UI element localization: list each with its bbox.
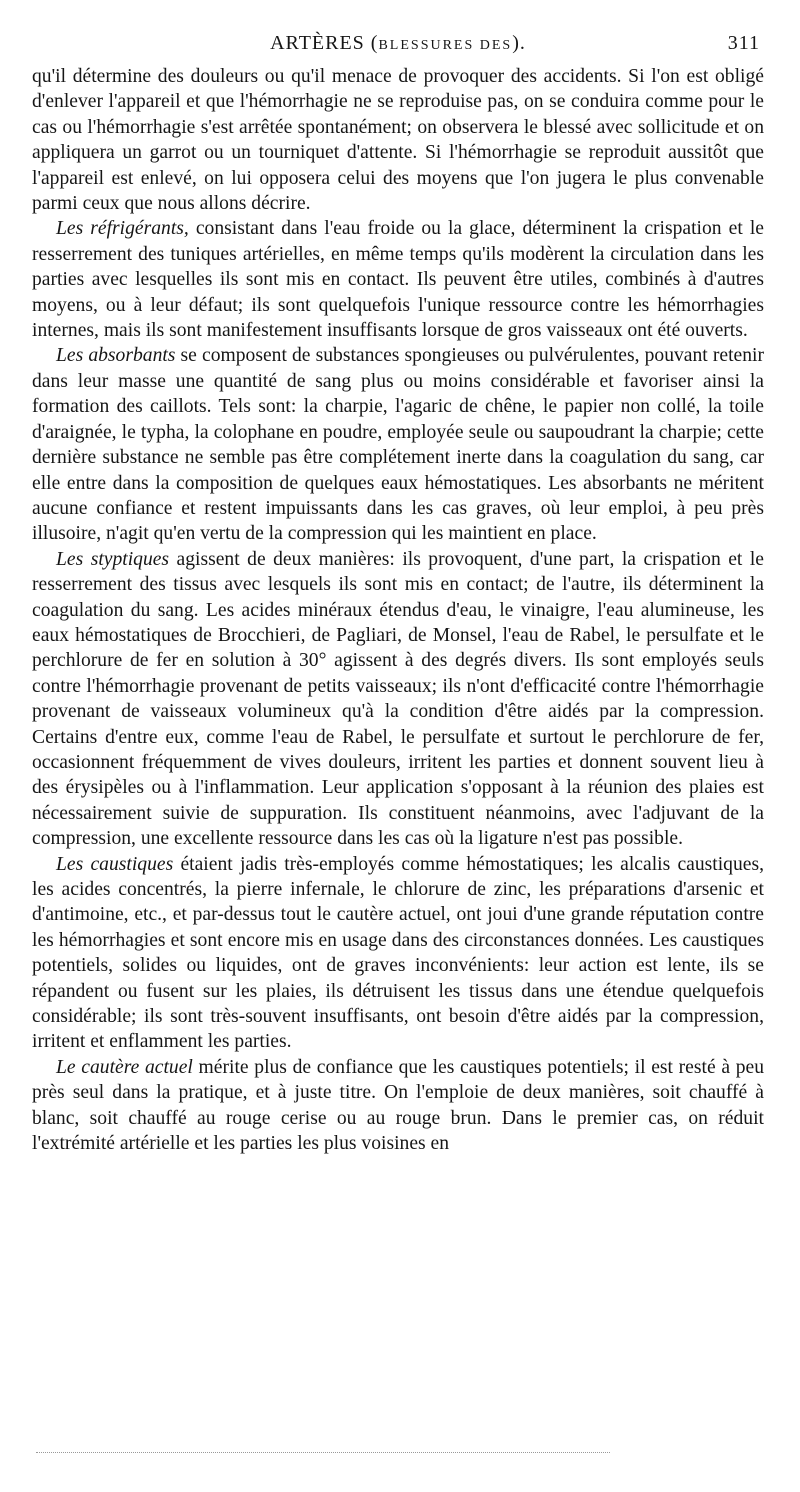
- running-title: ARTÈRES (BLESSURES DES).: [270, 32, 526, 54]
- paragraph: Les caustiques étaient jadis très-employés comme hémostatiques; les alcalis caustiques, les acides concentrés, la pierre infernale, le chlorure de zinc, les préparations d'arsenic et d'antimoine, etc., et par-dessus tout le cautère actuel, ont joui d'une grande réputation contre les hémorrhagies et sont encore mis en usage dans des circonstances données. Les caustiques potentiels, solides ou liquides, ont de graves inconvénients: leur action est lente, ils se répandent ou fusent sur les plaies, ils détruisent les tissus dans une étendue quelquefois considérable; ils sont très-souvent insuffisants, ont besoin d'être aidés par la compression, irritent et enflamment les parties.: [32, 853, 764, 1053]
- running-subtitle: BLESSURES DES: [378, 38, 513, 53]
- paragraph-lead: Les caustiques: [56, 853, 174, 875]
- paragraph: Les absorbants se composent de substances spongieuses ou pulvérulentes, pouvant retenir dans leur masse une quantité de sang plus ou moins considérable et favoriser ainsi la formation des caillots. Tels sont: la charpie, l'agaric de chêne, le papier non collé, la toile d'araignée, le typha, la colophane en poudre, employée seule ou saupoudrant la charpie; cette dernière substance ne semble pas être complétement inerte dans la coagulation du sang, car elle entre dans la composition de quelques eaux hémostatiques. Les absorbants ne méritent aucune confiance et restent impuissants dans les cas graves, où leur emploi, à peu près illusoire, n'agit qu'en vertu de la compression qui les maintient en place.: [32, 345, 764, 545]
- paragraph: Les réfrigérants, consistant dans l'eau froide ou la glace, déterminent la crispation et le resserrement des tuniques artérielles, en même temps qu'ils modèrent la circulation dans les parties avec lesquelles ils sont mis en contact. Ils peuvent être utiles, combinés à d'autres moyens, ou à leur défaut; ils sont quelquefois l'unique ressource contre les hémorrhagies internes, mais ils sont manifestement insuffisants lorsque de gros vaisseaux ont été ouverts.: [32, 218, 764, 342]
- paragraph-lead: Les styptiques: [56, 548, 170, 570]
- page-number: 311: [727, 32, 760, 54]
- paragraph-lead: Le cautère actuel: [56, 1056, 193, 1078]
- paragraph-lead: Les absorbants: [56, 345, 176, 367]
- text-body: [32, 64, 764, 1156]
- paragraph: qu'il détermine des douleurs ou qu'il menace de provoquer des accidents. Si l'on est obligé d'enlever l'appareil et que l'hémorrhagie ne se reproduise pas, on se conduira comme pour le cas ou l'hémorrhagie s'est arrêtée spontanément; on observera le blessé avec sollicitude et on appliquera un garrot ou un tourniquet d'attente. Si l'hémorrhagie se reproduit aussitôt que l'appareil est enlevé, on lui opposera celui des moyens que l'on jugera le plus convenable parmi ceux que nous allons décrire.: [32, 66, 764, 215]
- paragraph-lead: Les réfrigérants,: [56, 218, 189, 240]
- paragraph: Le cautère actuel mérite plus de confiance que les caustiques potentiels; il est resté à peu près seul dans la pratique, et à juste titre. On l'emploie de deux manières, soit chauffé à blanc, soit chauffé au rouge cerise ou au rouge brun. Dans le premier cas, on réduit l'extrémité artérielle et les parties les plus voisines en: [32, 1056, 764, 1155]
- paragraph: Les styptiques agissent de deux manières: ils provoquent, d'une part, la crispation et le resserrement des tissus avec lesquels ils sont mis en contact; de l'autre, ils déterminent la coagulation du sang. Les acides minéraux étendus d'eau, le vinaigre, l'eau alumineuse, les eaux hémostatiques de Brocchieri, de Pagliari, de Monsel, l'eau de Rabel, le persulfate et le perchlorure de fer en solution à 30° agissent à des degrés divers. Ils sont employés seuls contre l'hémorrhagie provenant de petits vaisseaux; ils n'ont d'efficacité contre l'hémorrhagie provenant de vaisseaux volumineux qu'à la condition d'être aidés par la compression. Certains d'entre eux, comme l'eau de Rabel, le persulfate et surtout le perchlorure de fer, occasionnent fréquemment de vives douleurs, irritent les parties et donnent souvent lieu à des érysipèles ou à l'inflammation. Leur application s'opposant à la réunion des plaies est nécessairement suivie de suppuration. Ils constituent néanmoins, avec l'adjuvant de la compression, une excellente ressource dans les cas où la ligature n'est pas possible.: [32, 548, 764, 850]
- bottom-rule: [36, 1452, 610, 1453]
- running-header: [32, 26, 764, 62]
